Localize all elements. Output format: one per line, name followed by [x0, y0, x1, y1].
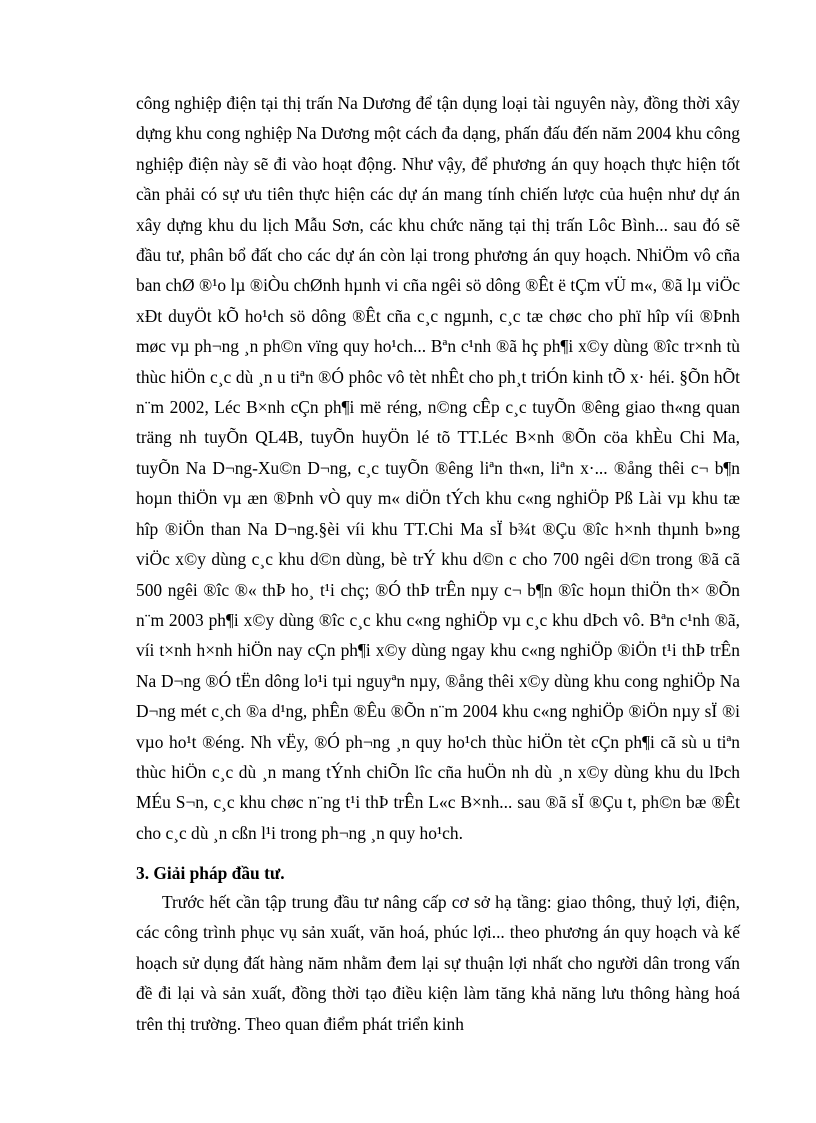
paragraph-text: công nghiệp điện tại thị trấn Na Dương để tận dụng loại tài nguyên này, đồng thời xây dựng khu cong nghiệp Na Dương một cách đa dạng, phấn đấu đến năm 2004 khu công nghiệp điện này sẽ đi vào hoạt động. Như vậy, để phương án quy hoạch thực hiện tốt cần phải có sự ưu tiên thực hiện các dự án mang tính chiến lược của huện như dự án xây dựng khu du lịch Mẫu Sơn, các khu chức năng tại thị trấn Lôc Bình... sau đó sẽ đầu tư, phân bổ đất cho các dự án còn lại trong phương án quy hoạch. NhiÖm vô cña ban chØ ®¹o lµ ®iÒu chØnh hµnh vi cña ngêi sö dông ®Êt ë tÇm vÜ m«, ®ã lµ viÖc xÐt duyÖt kÕ ho¹ch sö dông ®Êt cña c¸c ngµnh, c¸c tæ chøc cho phï hîp víi ®Þnh møc vµ ph¬ng ¸n ph©n vïng quy ho¹ch... Bªn c¹nh ®ã hç ph¶i x©y dùng ®îc tr×nh tù thùc hiÖn c¸c dù ¸n u tiªn ®Ó phôc vô tèt nhÊt cho ph¸t triÓn kinh tÕ x· héi. §Õn hÕt n¨m 2002, Léc B×nh cÇn ph¶i më réng, n©ng cÊp c¸c tuyÕn ®êng giao th«ng quan träng nh tuyÕn QL4B, tuyÕn huyÖn lé tõ TT.Léc B×nh ®Õn cöa khÈu Chi Ma, tuyÕn Na D¬ng-Xu©n D¬ng, c¸c tuyÕn ®êng liªn th«n, liªn x·... ®ång thêi c¬ b¶n hoµn thiÖn vµ æn ®Þnh vÒ quy m« diÖn tÝch khu c«ng nghiÖp Pß Lài vµ khu tæ hîp ®iÖn than Na D¬ng.§èi víi khu TT.Chi Ma sÏ b¾t ®Çu ®îc h×nh thµnh b»ng viÖc x©y dùng c¸c khu d©n dùng, bè trÝ khu d©n c cho 700 ngêi d©n trong ®ã cã 500 ngêi ®îc ®« thÞ ho¸ t¹i chç; ®Ó thÞ trÊn nµy c¬ b¶n ®îc hoµn thiÖn th× ®Õn n¨m 2003 ph¶i x©y dùng ®îc c¸c khu c«ng nghiÖp vµ c¸c khu dÞch vô. Bªn c¹nh ®ã, víi t×nh h×nh hiÖn nay cÇn ph¶i x©y dùng ngay khu c«ng nghiÖp ®iÖn t¹i thÞ trÊn Na D¬ng ®Ó tËn dông lo¹i tµi nguyªn nµy, ®ång thêi x©y dùng khu cong nghiÖp Na D¬ng mét c¸ch ®a d¹ng, phÊn ®Êu ®Õn n¨m 2004 khu c«ng nghiÖp ®iÖn nµy sÏ ®i vµo ho¹t ®éng. Nh vËy, ®Ó ph¬ng ¸n quy ho¹ch thùc hiÖn tèt cÇn ph¶i cã sù u tiªn thùc hiÖn c¸c dù ¸n mang tÝnh chiÕn lîc cña huÖn nh dù ¸n x©y dùng khu du lÞch MÉu S¬n, c¸c khu chøc n¨ng t¹i thÞ trÊn L«c B×nh... sau ®ã sÏ ®Çu t, ph©n bæ ®Êt cho c¸c dù ¸n cßn l¹i trong ph¬ng ¸n quy ho¹ch. [136, 93, 740, 843]
body-paragraph-2 [136, 887, 740, 1039]
paragraph-text: Trước hết cần tập trung đầu tư nâng cấp cơ sở hạ tầng: giao thông, thuỷ lợi, điện, các công trình phục vụ sản xuất, văn hoá, phúc lợi... theo phương án quy hoạch và kế hoạch sử dụng đất hàng năm nhằm đem lại sự thuận lợi nhất cho người dân trong vấn đề đi lại và sản xuất, đồng thời tạo điều kiện làm tăng khả năng lưu thông hàng hoá trên thị trường. Theo quan điểm phát triển kinh [136, 892, 740, 1034]
section-heading: 3. Giải pháp đầu tư. [136, 863, 285, 883]
body-paragraph-1 [136, 88, 740, 848]
